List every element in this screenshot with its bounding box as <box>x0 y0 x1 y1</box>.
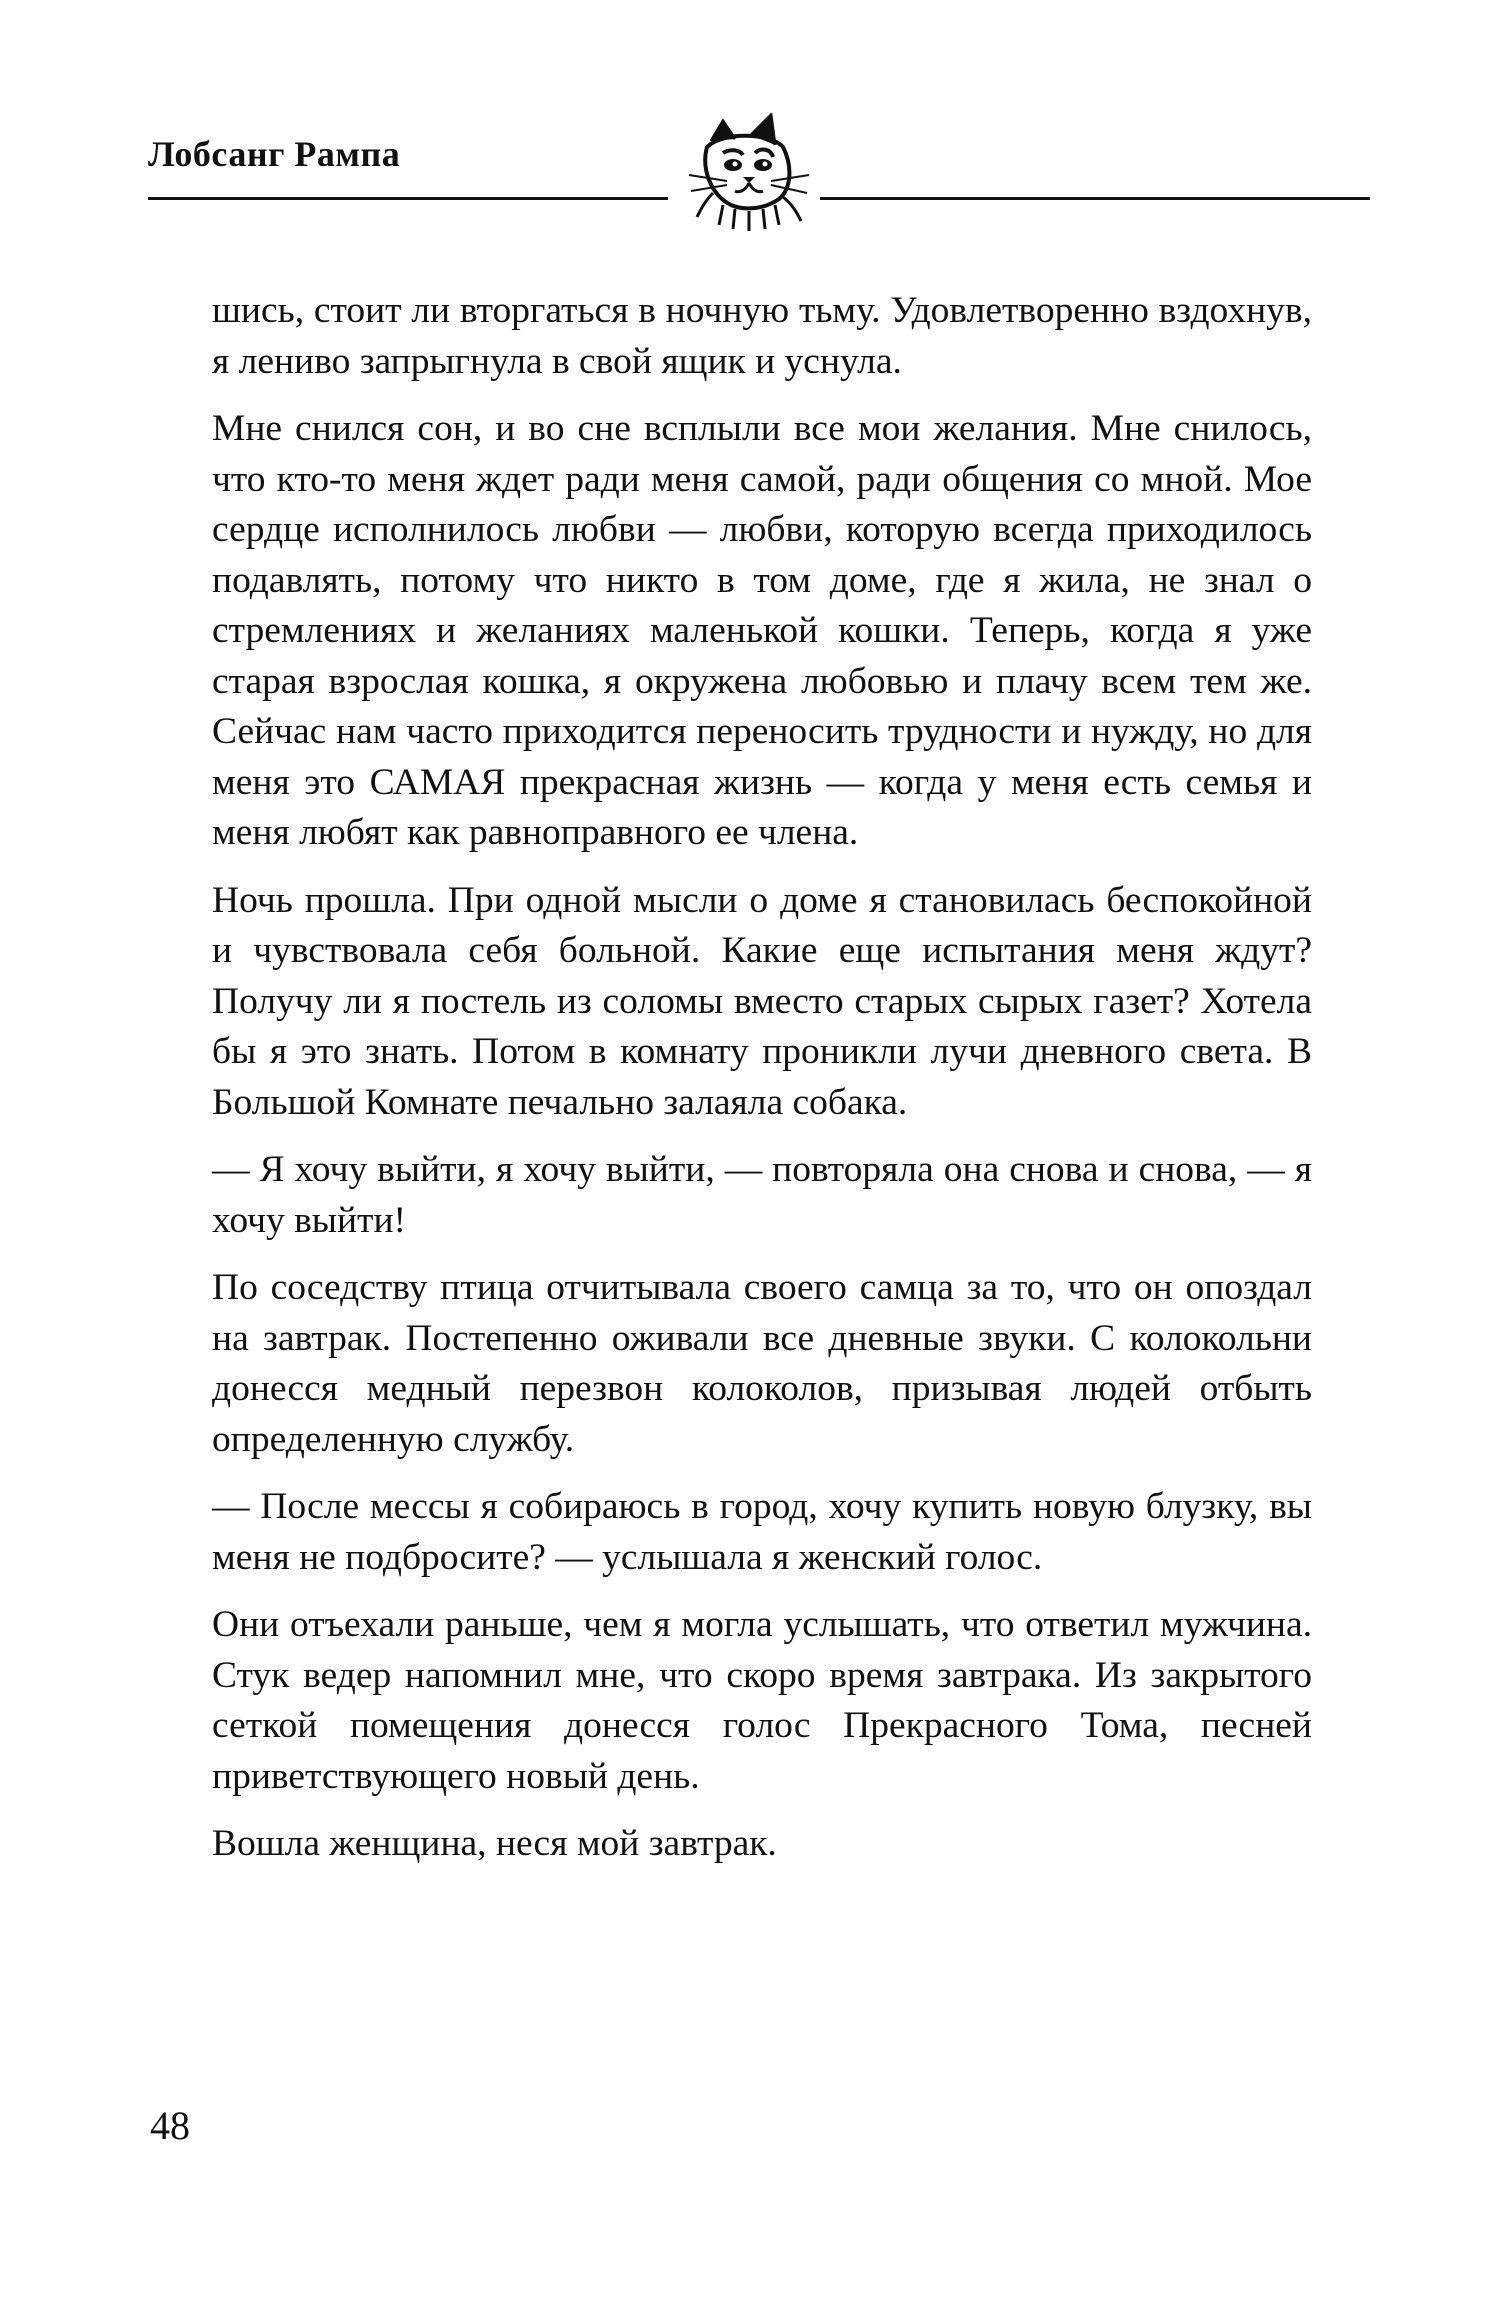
header-rule-left <box>148 197 668 200</box>
header-rule-right <box>820 197 1370 200</box>
paragraph: Мне снился сон, и во сне всплыли все мои желания. Мне снилось, что кто-то меня ждет ради меня самой, ради общения со мной. Мое сердце исполнилось любви — любви, которую всегда приходилось подавлять, потому что никто в том доме, где я жила, не знал о стремлениях и желаниях маленькой кошки. Теперь, когда я уже старая взрослая кошка, я окружена любовью и плачу всем тем же. Сейчас нам часто приходится переносить трудности и нужду, но для меня это САМАЯ прекрасная жизнь — когда у меня есть семья и меня любят как равноправного ее члена. <box>212 408 1312 853</box>
paragraph: Ночь прошла. При одной мысли о доме я становилась беспокойной и чувствовала себя больной. Какие еще испытания меня ждут? Получу ли я постель из соломы вместо старых сырых газет? Хотела бы я это знать. Потом в комнату проникли лучи дневного света. В Большой Комнате печально залаяла собака. <box>212 879 1312 1123</box>
dialogue-paragraph: — Я хочу выйти, я хочу выйти, — повторяла она снова и снова, — я хочу выйти! <box>212 1149 1312 1241</box>
page-number: 48 <box>150 2103 190 2148</box>
paragraph: шись, стоит ли вторгаться в ночную тьму. Удовлетворенно вздохнув, я лениво запрыгнула в свой ящик и уснула. <box>212 290 1312 382</box>
header-author: Лобсанг Рампа <box>148 134 401 174</box>
dialogue-paragraph: — После мессы я собираюсь в город, хочу купить новую блузку, вы меня не подбросите? — услышала я женский голос. <box>212 1486 1312 1578</box>
running-header <box>148 125 1370 235</box>
paragraph: Вошла женщина, неся мой завтрак. <box>212 1823 777 1864</box>
paragraph: По соседству птица отчитывала своего самца за то, что он опоздал на завтрак. Постепенно оживали все дневные звуки. С колокольни донесся медный перезвон колоколов, призывая людей отбыть определенную службу. <box>212 1267 1312 1460</box>
body-text <box>212 286 1312 1887</box>
paragraph: Они отъехали раньше, чем я могла услышать, что ответил мужчина. Стук ведер напомнил мне, что скоро время завтрака. Из закрытого сеткой помещения донесся голос Прекрасного Тома, песней приветствующего новый день. <box>212 1604 1312 1797</box>
cat-head-icon <box>683 113 813 233</box>
